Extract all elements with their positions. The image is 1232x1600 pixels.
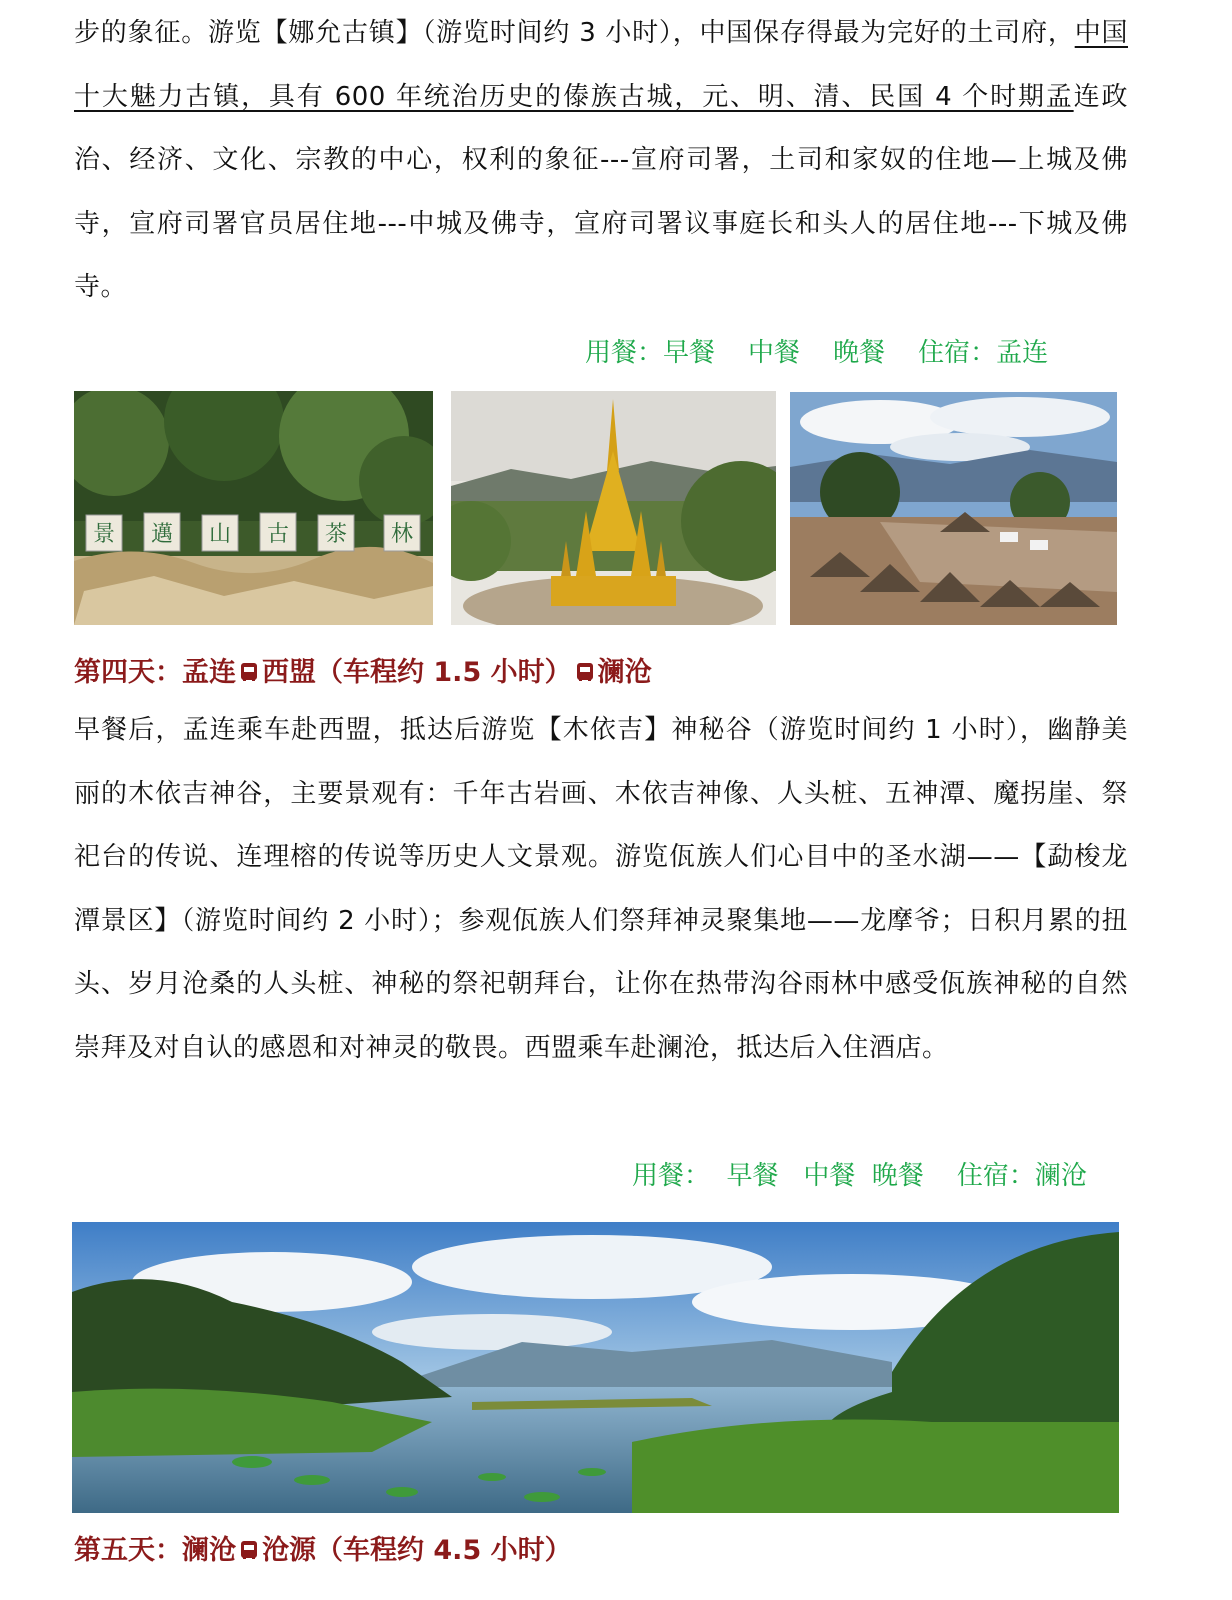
- intro-text: 步的象征。游览【娜允古镇】（游览时间约 3 小时），中国保存得最为完好的土司府，: [74, 18, 1075, 48]
- photo-village-overlook: [790, 392, 1117, 625]
- sign-char-6: 林: [390, 522, 414, 547]
- day5-heading: [74, 1528, 572, 1567]
- photo-lake-panorama: [72, 1222, 1119, 1513]
- sign-char-2: 邁: [150, 522, 174, 547]
- intro-text-cont: 连政治、经济、文化、宗教的中心，权利的象征---宣府司署，土司和家奴的住地—上城及佛寺，宣府司署官员居住地---中城及佛寺，宣府司署议事庭长和头人的居住地---下城及佛寺。: [74, 81, 1128, 302]
- day4-heading-c: 澜沧: [597, 657, 652, 688]
- sign-char-3: 山: [208, 522, 232, 547]
- day4-heading-a: 第四天：孟连: [74, 657, 236, 688]
- intro-paragraph: [74, 2, 1128, 320]
- sign-char-4: 古: [266, 522, 290, 547]
- day5-heading-b: 沧源（车程约 4.5 小时）: [262, 1535, 572, 1566]
- intro-underlined-text: 中国十大魅力古镇，具有 600 年统治历史的傣族古城，元、明、清、民国 4 个时期孟: [74, 18, 1128, 112]
- photo-tea-forest: [74, 391, 433, 625]
- bus-icon: [241, 1541, 257, 1558]
- bus-icon: [241, 663, 257, 680]
- bus-icon: [577, 663, 593, 680]
- sign-char-5: 茶: [324, 522, 348, 547]
- sign-char-1: 景: [92, 522, 116, 547]
- photo-golden-pagoda: [451, 391, 776, 625]
- day4-heading-b: 西盟（车程约 1.5 小时）: [262, 657, 572, 688]
- day4-paragraph: 早餐后，孟连乘车赴西盟，抵达后游览【木依吉】神秘谷（游览时间约 1 小时），幽静美丽的木依吉神谷，主要景观有：千年古岩画、木依吉神像、人头桩、五神潭、魔拐崖、祭祀台的传说、连理榕的传说等历史人文景观。游览佤族人们心目中的圣水湖——【勐梭龙潭景区】（游览时间约 2 小时）；参观佤族人们祭拜神灵聚集地——龙摩爷；日积月累的扭头、岁月沧桑的人头桩、神秘的祭祀朝拜台，让你在热带沟谷雨林中感受佤族神秘的自然崇拜及对自认的感恩和对神灵的敬畏。西盟乘车赴澜沧，抵达后入住酒店。: [74, 715, 1128, 1063]
- meal-line-day3: 用餐：早餐 中餐 晚餐 住宿：孟连: [585, 338, 1049, 368]
- day5-heading-a: 第五天：澜沧: [74, 1535, 236, 1566]
- meal-line-day4: 用餐： 早餐 中餐 晚餐 住宿：澜沧: [632, 1161, 1087, 1191]
- day4-heading: [74, 650, 652, 689]
